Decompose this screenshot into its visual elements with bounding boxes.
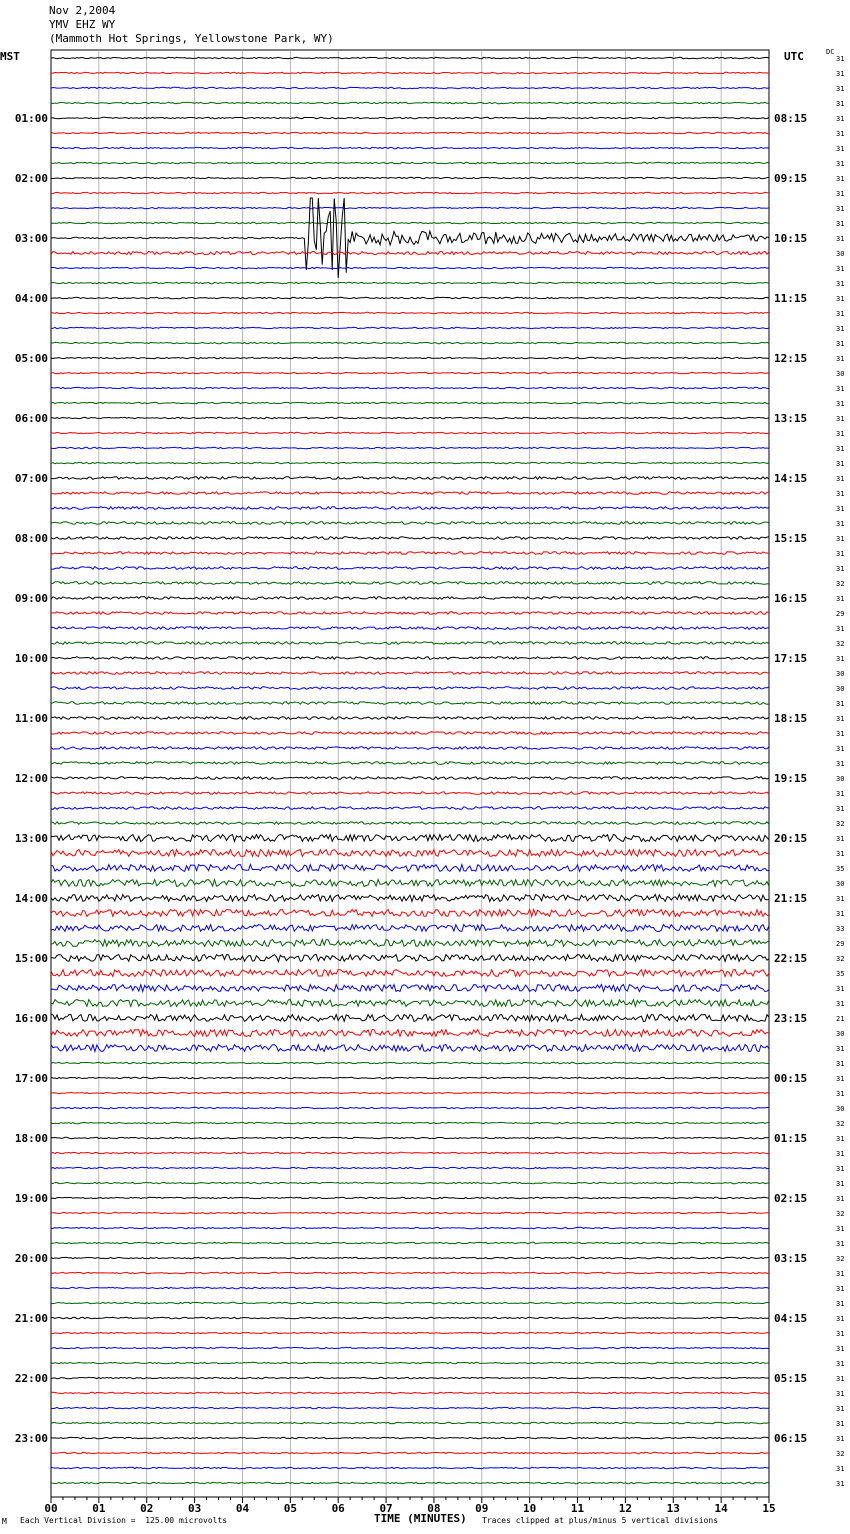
dc-offset-value: 31 — [836, 850, 845, 858]
trace-row — [51, 1045, 769, 1052]
trace-row — [51, 1137, 769, 1138]
trace-row — [51, 940, 769, 947]
right-hour-label: 18:15 — [774, 712, 808, 725]
dc-offset-value: 31 — [836, 265, 845, 273]
dc-offset-value: 31 — [836, 730, 845, 738]
trace-row — [51, 642, 769, 645]
dc-offset-value: 30 — [836, 685, 845, 693]
dc-offset-value: 21 — [836, 1015, 845, 1023]
trace-row — [51, 687, 769, 690]
dc-offset-value: 31 — [836, 1060, 845, 1068]
right-hour-label: 22:15 — [774, 952, 808, 965]
right-timezone-label: UTC — [784, 50, 804, 63]
dc-offset-value: 31 — [836, 595, 845, 603]
right-hour-label: 03:15 — [774, 1252, 808, 1265]
right-hour-label: 19:15 — [774, 772, 808, 785]
dc-offset-value: 31 — [836, 85, 845, 93]
trace-row — [51, 582, 769, 585]
trace-row — [51, 447, 769, 448]
trace-row — [51, 1482, 769, 1483]
dc-offset-value: 31 — [836, 355, 845, 363]
left-hour-label: 05:00 — [14, 352, 48, 365]
left-hour-label: 02:00 — [14, 172, 48, 185]
right-hour-label: 17:15 — [774, 652, 808, 665]
x-tick-label: 00 — [44, 1502, 58, 1515]
trace-row — [51, 1107, 769, 1108]
trace-row — [51, 1452, 769, 1453]
dc-offset-value: 31 — [836, 385, 845, 393]
right-hour-label: 00:15 — [774, 1072, 808, 1085]
left-hour-label: 20:00 — [14, 1252, 48, 1265]
trace-row — [51, 462, 769, 463]
dc-offset-value: 31 — [836, 325, 845, 333]
dc-offset-value: 31 — [836, 100, 845, 108]
x-tick-label: 10 — [523, 1502, 537, 1515]
x-tick-label: 01 — [92, 1502, 106, 1515]
trace-row — [51, 747, 769, 750]
trace-row — [51, 1407, 769, 1408]
trace-row — [51, 267, 769, 268]
left-hour-label: 07:00 — [14, 472, 48, 485]
trace-row — [51, 312, 769, 313]
trace-row — [51, 477, 769, 480]
dc-offset-value: 31 — [836, 805, 845, 813]
trace-row — [51, 850, 769, 857]
trace-row — [51, 357, 769, 358]
dc-offset-value: 30 — [836, 1105, 845, 1113]
dc-offset-value: 31 — [836, 1165, 845, 1173]
dc-offset-value: 31 — [836, 550, 845, 558]
dc-offset-value: 31 — [836, 895, 845, 903]
dc-offset-value: 31 — [836, 205, 845, 213]
x-tick-label: 07 — [379, 1502, 393, 1515]
left-hour-label: 21:00 — [14, 1312, 48, 1325]
dc-offset-value: 31 — [836, 700, 845, 708]
left-hour-label: 15:00 — [14, 952, 48, 965]
dc-offset-value: 30 — [836, 250, 845, 258]
dc-offset-value: 31 — [836, 835, 845, 843]
right-hour-label: 11:15 — [774, 292, 808, 305]
dc-offset-value: 31 — [836, 520, 845, 528]
trace-row — [51, 297, 769, 298]
x-tick-label: 05 — [283, 1502, 297, 1515]
trace-row — [51, 207, 769, 208]
right-hour-label: 02:15 — [774, 1192, 808, 1205]
dc-offset-value: 31 — [836, 1420, 845, 1428]
dc-offset-value: 31 — [836, 1195, 845, 1203]
trace-row — [51, 147, 769, 148]
dc-offset-value: 31 — [836, 190, 845, 198]
trace-row — [51, 1197, 769, 1198]
dc-offset-value: 31 — [836, 220, 845, 228]
dc-offset-value: 31 — [836, 1225, 845, 1233]
dc-offset-value: 31 — [836, 1405, 845, 1413]
trace-row — [51, 1000, 769, 1007]
trace-row — [51, 1227, 769, 1228]
dc-offset-value: 31 — [836, 745, 845, 753]
dc-offset-value: 35 — [836, 865, 845, 873]
dc-offset-value: 31 — [836, 1300, 845, 1308]
dc-offset-value: 31 — [836, 565, 845, 573]
dc-offset-value: 32 — [836, 1210, 845, 1218]
left-hour-label: 16:00 — [14, 1012, 48, 1025]
trace-row — [51, 925, 769, 932]
trace-row — [51, 492, 769, 495]
trace-row — [51, 102, 769, 103]
right-hour-label: 13:15 — [774, 412, 808, 425]
x-tick-label: 04 — [235, 1502, 250, 1515]
x-tick-label: 03 — [187, 1502, 202, 1515]
trace-row — [51, 1362, 769, 1363]
right-hour-label: 20:15 — [774, 832, 808, 845]
trace-row — [51, 627, 769, 630]
trace-row — [51, 1467, 769, 1468]
trace-row — [51, 717, 769, 720]
station-code: YMV EHZ WY — [49, 18, 116, 31]
trace-row — [51, 1182, 769, 1183]
right-hour-label: 15:15 — [774, 532, 808, 545]
dc-offset-value: 31 — [836, 1045, 845, 1053]
trace-row — [51, 1092, 769, 1093]
trace-row — [51, 251, 769, 254]
trace-row — [51, 1212, 769, 1213]
trace-row — [51, 372, 769, 373]
dc-offset-value: 31 — [836, 1360, 845, 1368]
trace-row — [51, 1347, 769, 1348]
trace-row — [51, 1272, 769, 1273]
left-hour-label: 04:00 — [14, 292, 48, 305]
trace-row — [51, 985, 769, 992]
dc-offset-value: 32 — [836, 1120, 845, 1128]
clip-note: Traces clipped at plus/minus 5 vertical divisions — [482, 1516, 719, 1525]
dc-offset-value: 31 — [836, 1330, 845, 1338]
dc-offset-label: DC — [826, 48, 835, 56]
trace-row — [51, 1302, 769, 1303]
dc-offset-value: 31 — [836, 1075, 845, 1083]
dc-offset-value: 31 — [836, 1480, 845, 1488]
trace-row — [51, 552, 769, 555]
right-hour-label: 21:15 — [774, 892, 808, 905]
trace-row — [51, 1392, 769, 1393]
right-hour-label: 23:15 — [774, 1012, 808, 1025]
left-hour-label: 22:00 — [14, 1372, 48, 1385]
dc-offset-value: 31 — [836, 1390, 845, 1398]
dc-offset-value: 30 — [836, 670, 845, 678]
x-tick-label: 11 — [570, 1502, 585, 1515]
trace-row — [51, 72, 769, 73]
dc-offset-value: 31 — [836, 1435, 845, 1443]
left-hour-label: 11:00 — [14, 712, 48, 725]
dc-offset-value: 32 — [836, 580, 845, 588]
dc-offset-value: 31 — [836, 235, 845, 243]
dc-offset-value: 31 — [836, 1135, 845, 1143]
trace-row — [51, 1377, 769, 1378]
trace-row — [51, 1317, 769, 1318]
dc-offset-value: 31 — [836, 280, 845, 288]
dc-offset-value: 31 — [836, 340, 845, 348]
right-hour-label: 14:15 — [774, 472, 808, 485]
trace-row — [51, 612, 769, 615]
trace-row — [51, 1030, 769, 1037]
dc-offset-value: 31 — [836, 790, 845, 798]
trace-row — [51, 1287, 769, 1288]
left-hour-label: 08:00 — [14, 532, 48, 545]
dc-offset-value: 31 — [836, 1240, 845, 1248]
left-hour-label: 18:00 — [14, 1132, 48, 1145]
trace-row — [51, 57, 769, 58]
dc-offset-value: 31 — [836, 505, 845, 513]
plot-date: Nov 2,2004 — [49, 4, 116, 17]
trace-row — [51, 910, 769, 917]
dc-offset-value: 32 — [836, 640, 845, 648]
trace-row — [51, 702, 769, 705]
dc-offset-value: 31 — [836, 55, 845, 63]
trace-row — [51, 567, 769, 570]
dc-offset-value: 31 — [836, 625, 845, 633]
dc-offset-value: 29 — [836, 940, 845, 948]
x-tick-label: 09 — [475, 1502, 489, 1515]
trace-row — [51, 880, 769, 887]
x-tick-label: 14 — [714, 1502, 728, 1515]
dc-offset-value: 30 — [836, 370, 845, 378]
right-hour-label: 12:15 — [774, 352, 808, 365]
corner-mark: M — [2, 1517, 7, 1526]
trace-row — [51, 537, 769, 540]
left-hour-label: 17:00 — [14, 1072, 48, 1085]
dc-offset-value: 31 — [836, 400, 845, 408]
dc-offset-value: 31 — [836, 1150, 845, 1158]
dc-offset-value: 31 — [836, 70, 845, 78]
left-timezone-label: MST — [0, 50, 20, 63]
trace-row — [51, 192, 769, 193]
right-hour-label: 09:15 — [774, 172, 808, 185]
trace-row — [51, 432, 769, 433]
dc-offset-value: 31 — [836, 490, 845, 498]
trace-row — [51, 970, 769, 977]
dc-offset-value: 31 — [836, 1000, 845, 1008]
x-tick-label: 12 — [618, 1502, 633, 1515]
trace-row — [51, 177, 769, 178]
trace-row — [51, 507, 769, 510]
trace-row — [51, 807, 769, 810]
station-location: (Mammoth Hot Springs, Yellowstone Park, WY) — [49, 32, 334, 45]
left-hour-label: 19:00 — [14, 1192, 48, 1205]
left-hour-label: 09:00 — [14, 592, 48, 605]
x-tick-label: 13 — [666, 1502, 680, 1515]
trace-row — [51, 132, 769, 133]
trace-row — [51, 777, 769, 780]
dc-offset-value: 31 — [836, 430, 845, 438]
right-hour-label: 01:15 — [774, 1132, 808, 1145]
trace-row — [51, 222, 769, 223]
right-hour-label: 08:15 — [774, 112, 808, 125]
trace-row — [51, 117, 769, 118]
dc-offset-value: 32 — [836, 1450, 845, 1458]
trace-row — [51, 1062, 769, 1063]
dc-offset-value: 29 — [836, 610, 845, 618]
dc-offset-value: 30 — [836, 775, 845, 783]
trace-row — [51, 1122, 769, 1123]
left-hour-label: 13:00 — [14, 832, 48, 845]
x-tick-label: 08 — [427, 1502, 441, 1515]
trace-row — [51, 1422, 769, 1423]
x-tick-label: 15 — [762, 1502, 776, 1515]
trace-row — [51, 417, 769, 418]
trace-row — [51, 1242, 769, 1243]
trace-row — [51, 762, 769, 765]
dc-offset-value: 32 — [836, 1255, 845, 1263]
trace-row — [51, 865, 769, 872]
left-hour-label: 23:00 — [14, 1432, 48, 1445]
left-hour-label: 03:00 — [14, 232, 48, 245]
dc-offset-value: 31 — [836, 1345, 845, 1353]
dc-offset-value: 31 — [836, 1285, 845, 1293]
trace-row — [51, 282, 769, 283]
dc-offset-value: 32 — [836, 955, 845, 963]
scale-note: Each Vertical Division = 125.00 microvolts — [20, 1516, 228, 1525]
trace-row — [51, 1437, 769, 1438]
dc-offset-value: 31 — [836, 160, 845, 168]
dc-offset-value: 31 — [836, 535, 845, 543]
dc-offset-value: 31 — [836, 145, 845, 153]
dc-offset-value: 31 — [836, 115, 845, 123]
trace-row — [51, 895, 769, 902]
dc-offset-value: 31 — [836, 715, 845, 723]
trace-row — [51, 672, 769, 675]
dc-offset-value: 31 — [836, 1315, 845, 1323]
trace-row — [51, 198, 769, 278]
trace-row — [51, 657, 769, 660]
trace-row — [51, 1077, 769, 1078]
trace-row — [51, 522, 769, 525]
trace-row — [51, 402, 769, 403]
dc-offset-value: 30 — [836, 1030, 845, 1038]
trace-row — [51, 597, 769, 600]
trace-row — [51, 1152, 769, 1153]
trace-row — [51, 835, 769, 842]
left-hour-label: 06:00 — [14, 412, 48, 425]
trace-row — [51, 822, 769, 825]
dc-offset-value: 30 — [836, 880, 845, 888]
right-hour-label: 16:15 — [774, 592, 808, 605]
right-hour-label: 10:15 — [774, 232, 808, 245]
left-hour-label: 14:00 — [14, 892, 48, 905]
trace-row — [51, 342, 769, 343]
dc-offset-value: 31 — [836, 175, 845, 183]
dc-offset-value: 31 — [836, 310, 845, 318]
trace-row — [51, 955, 769, 962]
trace-row — [51, 1015, 769, 1022]
dc-offset-value: 33 — [836, 925, 845, 933]
dc-offset-value: 31 — [836, 910, 845, 918]
right-hour-label: 06:15 — [774, 1432, 808, 1445]
dc-offset-value: 31 — [836, 1375, 845, 1383]
trace-row — [51, 792, 769, 795]
trace-row — [51, 1167, 769, 1168]
dc-offset-value: 31 — [836, 415, 845, 423]
trace-row — [51, 1257, 769, 1258]
dc-offset-value: 35 — [836, 970, 845, 978]
trace-row — [51, 1332, 769, 1333]
dc-offset-value: 31 — [836, 445, 845, 453]
left-hour-label: 01:00 — [14, 112, 48, 125]
dc-offset-value: 31 — [836, 295, 845, 303]
trace-row — [51, 732, 769, 735]
dc-offset-value: 31 — [836, 460, 845, 468]
dc-offset-value: 31 — [836, 1180, 845, 1188]
trace-row — [51, 87, 769, 88]
right-hour-label: 05:15 — [774, 1372, 808, 1385]
right-hour-label: 04:15 — [774, 1312, 808, 1325]
trace-row — [51, 162, 769, 163]
x-tick-label: 02 — [140, 1502, 154, 1515]
dc-offset-value: 31 — [836, 1270, 845, 1278]
dc-offset-value: 31 — [836, 1465, 845, 1473]
dc-offset-value: 31 — [836, 760, 845, 768]
trace-row — [51, 327, 769, 328]
dc-offset-value: 31 — [836, 985, 845, 993]
left-hour-label: 10:00 — [14, 652, 48, 665]
dc-offset-value: 31 — [836, 130, 845, 138]
dc-offset-value: 32 — [836, 820, 845, 828]
left-hour-label: 12:00 — [14, 772, 48, 785]
trace-row — [51, 387, 769, 388]
x-axis-title: TIME (MINUTES) — [374, 1512, 467, 1525]
x-tick-label: 06 — [331, 1502, 345, 1515]
dc-offset-value: 31 — [836, 1090, 845, 1098]
dc-offset-value: 31 — [836, 655, 845, 663]
dc-offset-value: 31 — [836, 475, 845, 483]
